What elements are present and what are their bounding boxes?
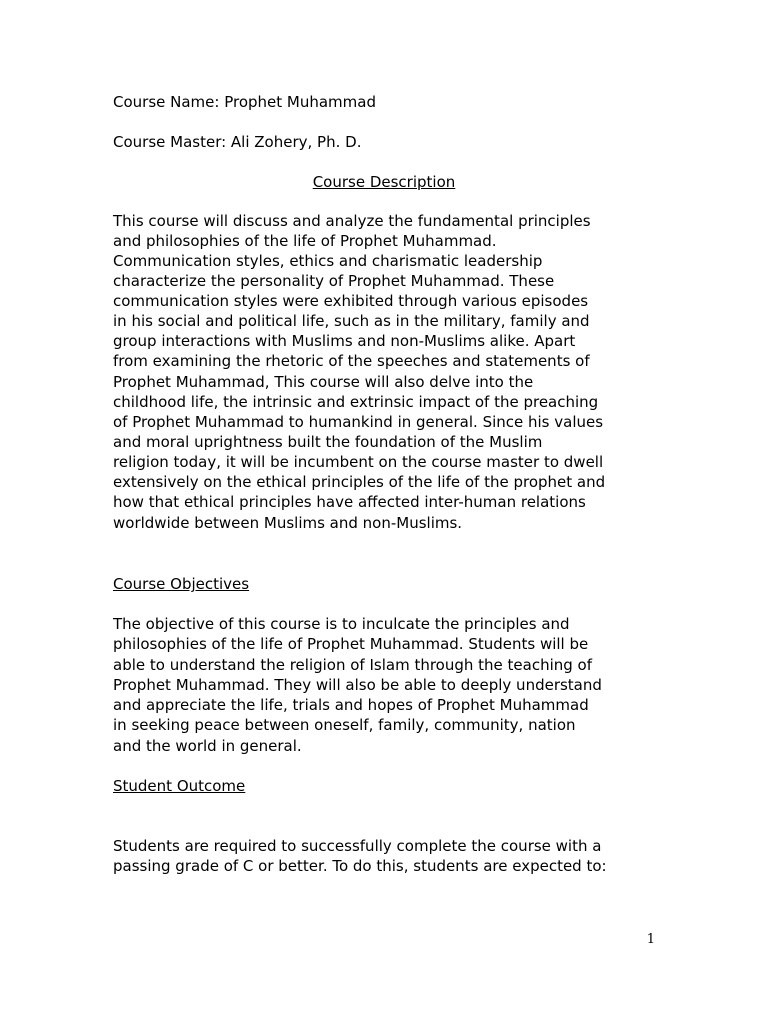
paragraph-line: childhood life, the intrinsic and extrinsic impact of the preaching	[113, 393, 599, 411]
paragraph-line: from examining the rhetoric of the speeches and statements of	[113, 352, 590, 370]
course-master: Course Master: Ali Zohery, Ph. D.	[113, 133, 362, 151]
course-description-heading: Course Description	[312, 173, 456, 191]
paragraph-line: and the world in general.	[113, 737, 302, 755]
paragraph-line: and appreciate the life, trials and hopes of Prophet Muhammad	[113, 696, 589, 714]
paragraph-line: worldwide between Muslims and non-Muslims.	[113, 514, 463, 532]
paragraph-line: Students are required to successfully complete the course with a	[113, 837, 602, 855]
paragraph-line: This course will discuss and analyze the fundamental principles	[113, 212, 591, 230]
paragraph-line: Prophet Muhammad, This course will also delve into the	[113, 373, 534, 391]
page-number: 1	[646, 932, 655, 947]
paragraph-line: in seeking peace between oneself, family, community, nation	[113, 716, 576, 734]
paragraph-line: of Prophet Muhammad to humankind in general. Since his values	[113, 413, 604, 431]
paragraph-line: group interactions with Muslims and non-Muslims alike. Apart	[113, 332, 576, 350]
course-objectives-heading: Course Objectives	[113, 575, 250, 593]
paragraph-line: philosophies of the life of Prophet Muhammad. Students will be	[113, 635, 589, 653]
paragraph-line: communication styles were exhibited through various episodes	[113, 292, 589, 310]
paragraph-line: Communication styles, ethics and charismatic leadership	[113, 252, 543, 270]
paragraph-line: characterize the personality of Prophet Muhammad. These	[113, 272, 555, 290]
paragraph-line: and moral uprightness built the foundation of the Muslim	[113, 433, 543, 451]
paragraph-line: able to understand the religion of Islam through the teaching of	[113, 656, 593, 674]
student-outcome-heading: Student Outcome	[113, 777, 246, 795]
paragraph-line: extensively on the ethical principles of the life of the prophet and	[113, 473, 606, 491]
paragraph-line: how that ethical principles have affected inter-human relations	[113, 493, 586, 511]
paragraph-line: in his social and political life, such as in the military, family and	[113, 312, 590, 330]
paragraph-line: The objective of this course is to inculcate the principles and	[113, 615, 570, 633]
paragraph-line: passing grade of C or better. To do this, students are expected to:	[113, 857, 607, 875]
paragraph-line: and philosophies of the life of Prophet Muhammad.	[113, 232, 497, 250]
paragraph-line: religion today, it will be incumbent on the course master to dwell	[113, 453, 604, 471]
course-name: Course Name: Prophet Muhammad	[113, 93, 376, 111]
paragraph-line: Prophet Muhammad. They will also be able to deeply understand	[113, 676, 602, 694]
